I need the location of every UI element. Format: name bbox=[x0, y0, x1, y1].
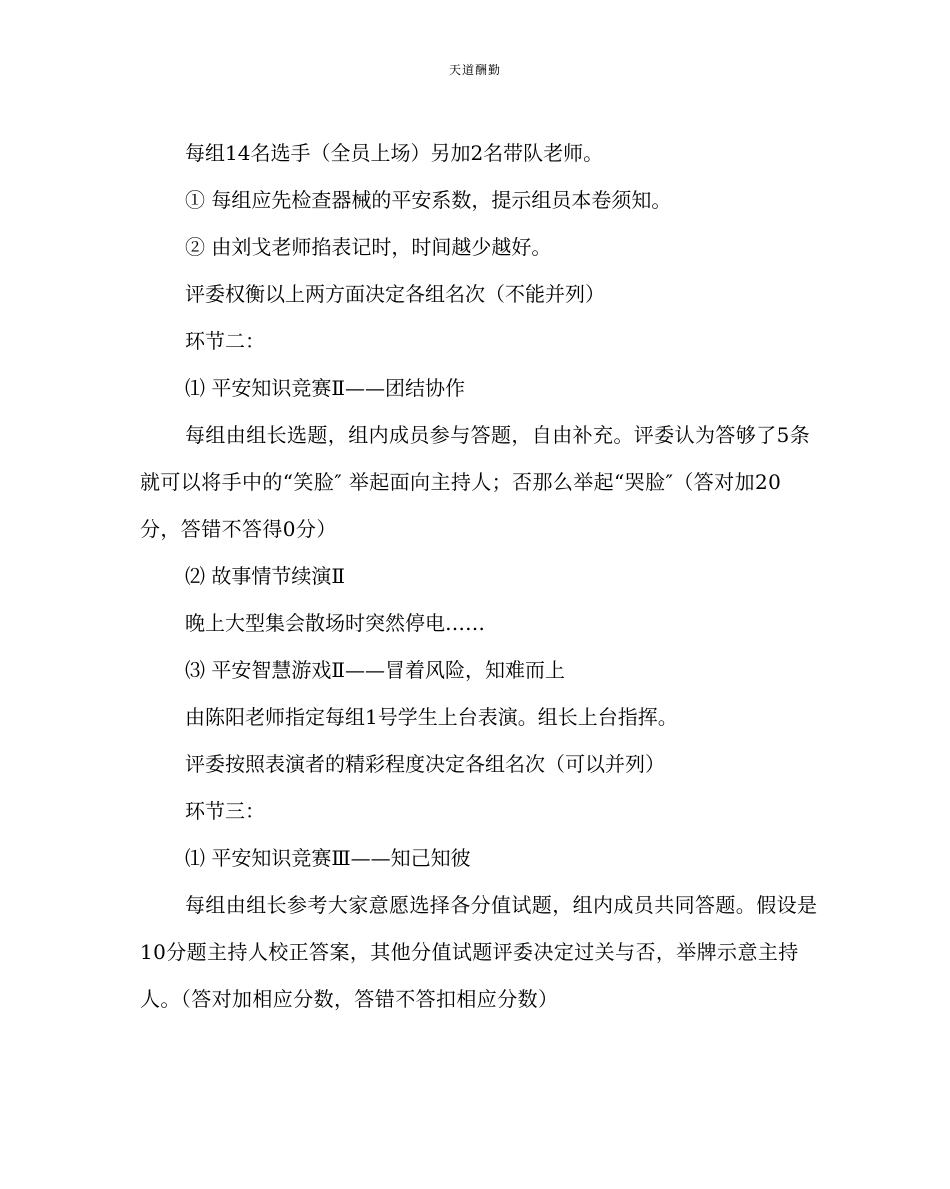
paragraph-quiz-3-rules: 每组由组长参考大家意愿选择各分值试题，组内成员共同答题。假设是10分题主持人校正答案，其他分值试题评委决定过关与否，举牌示意主持人。（答对加相应分数，答错不答扣相应分数） bbox=[140, 893, 818, 1011]
paragraph-judging-1: 评委权衡以上两方面决定各组名次（不能并列） bbox=[185, 282, 605, 306]
paragraph-story-2: 晚上大型集会散场时突然停电…… bbox=[185, 611, 485, 635]
section-heading-3: 环节三： bbox=[185, 799, 265, 823]
item-quiz-2: ⑴ 平安知识竞赛Ⅱ——团结协作 bbox=[185, 376, 465, 400]
paragraph-timing: ② 由刘戈老师掐表记时，时间越少越好。 bbox=[185, 235, 552, 259]
paragraph-team-size: 每组14名选手（全员上场）另加2名带队老师。 bbox=[185, 141, 604, 165]
document-body bbox=[140, 130, 820, 1023]
paragraph-quiz-2-rules: 每组由组长选题，组内成员参与答题，自由补充。评委认为答够了5条就可以将手中的“笑脸″ 举起面向主持人；否那么举起“哭脸″（答对加20分，答错不答得0分） bbox=[140, 423, 811, 541]
section-heading-2: 环节二： bbox=[185, 329, 265, 353]
paragraph-check-equipment: ① 每组应先检查器械的平安系数，提示组员本卷须知。 bbox=[185, 188, 672, 212]
page-header: 天道酬勤 bbox=[448, 63, 501, 77]
paragraph-game-2: 由陈阳老师指定每组1号学生上台表演。组长上台指挥。 bbox=[185, 705, 678, 729]
item-quiz-3: ⑴ 平安知识竞赛Ⅲ——知己知彼 bbox=[185, 846, 471, 870]
item-game-2: ⑶ 平安智慧游戏Ⅱ——冒着风险，知难而上 bbox=[185, 658, 565, 682]
paragraph-judging-2: 评委按照表演者的精彩程度决定各组名次（可以并列） bbox=[185, 752, 665, 776]
item-story-2: ⑵ 故事情节续演Ⅱ bbox=[185, 564, 345, 588]
